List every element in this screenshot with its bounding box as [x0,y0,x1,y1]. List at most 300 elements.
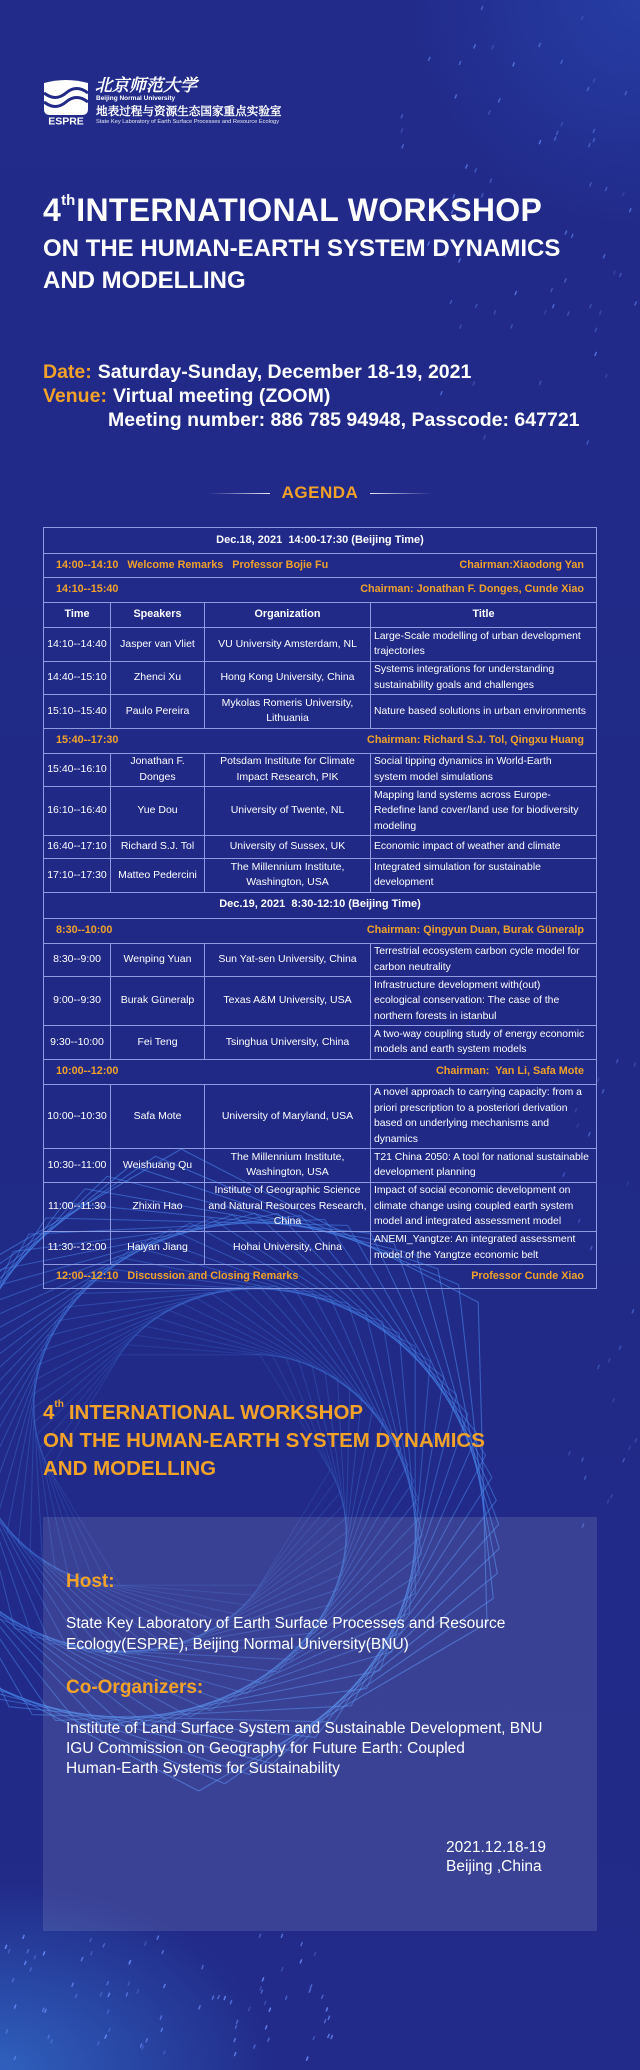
talk-time: 14:40--15:10 [44,661,111,695]
title-ordinal-suffix: th [61,192,76,209]
particle-dot [582,16,583,19]
column-header: Speakers [111,603,205,628]
talk-row [44,661,597,695]
particle-dot [450,301,451,304]
particle-dot [249,2008,250,2011]
plenary-left [56,558,337,574]
talk-speaker [111,787,205,836]
plenary-cell [44,1265,597,1289]
particle-dot [620,1346,621,1349]
talk-title [371,977,597,1026]
particle-dot [309,1989,310,1992]
plenary-right: Chairman:Xiaodong Yan [459,558,584,571]
session-cell [44,918,597,943]
session-time: 8:30--10:00 [56,923,113,936]
particle-dot [598,1365,599,1368]
plenary-right: Professor Cunde Xiao [471,1269,584,1282]
session-row [44,1059,597,1084]
host-text-line: Ecology(ESPRE), Beijing Normal University(BNU) [66,1635,409,1653]
particle-dot [625,92,626,95]
talk-row [44,753,597,787]
particle-dot [91,1952,92,1955]
talk-title-line: carbon neutrality [374,961,451,973]
particle-dot [281,1934,282,1937]
particle-dot [475,169,476,172]
organizers-panel [43,1517,597,1931]
particle-dot [585,1476,586,1479]
talk-title [371,836,597,859]
particle-dot [614,271,615,274]
plenary-label: Welcome Remarks [127,558,224,571]
footer-title-line2: ON THE HUMAN-EARTH SYSTEM DYNAMICS [43,1429,485,1452]
talk-time: 10:00--10:30 [44,1084,111,1149]
footer-title-text: INTERNATIONAL WORKSHOP [68,1401,364,1424]
particle-dot [107,2010,108,2013]
talk-organization [205,1026,371,1060]
talk-title [371,695,597,729]
talk-speaker-line: Zhenci Xu [133,671,182,683]
talk-title-line: Large-Scale modelling of urban development [374,630,581,642]
talk-organization-line: Institute of Geographic Science [214,1184,361,1197]
talk-title-line: models and earth system models [374,1044,527,1056]
talk-title-line: modeling [374,820,417,832]
talk-speaker-line: Yue Dou [137,804,178,817]
co-organizer-line: Institute of Land Surface System and Sustainable Development, BNU [66,1720,543,1737]
particle-dot [513,63,514,66]
particle-dot [98,2042,99,2045]
particle-dot [603,1090,604,1093]
talk-title-line: trajectories [374,646,425,658]
talk-speaker [111,1026,205,1060]
talk-title-line: Infrastructure development with(out) [374,979,541,991]
talk-time: 16:10--16:40 [44,787,111,836]
column-header: Time [44,603,111,628]
talk-title-line: T21 China 2050: A tool for national sustainable [374,1151,589,1163]
talk-title [371,1084,597,1149]
particle-dot [632,1310,633,1313]
session-row [44,728,597,753]
particle-dot [137,1990,138,1993]
talk-row [44,977,597,1026]
session-content [47,1064,593,1080]
particle-dot [43,1952,44,1955]
talk-organization [205,943,371,977]
agenda-title: AGENDA [281,483,359,502]
logo-university-cn: 北京师范大学 [95,76,197,96]
particle-dot [553,305,554,308]
talk-organization-line: Sun Yat-sen University, China [218,953,357,965]
particle-dot [301,1943,302,1946]
particle-dot [476,304,477,307]
particle-dot [235,2053,236,2056]
particle-dot [76,1995,77,1998]
talk-speaker-line: Jasper van Vliet [120,637,195,650]
talk-speaker-line: Richard S.J. Tol [120,840,195,853]
particle-dot [617,1060,618,1063]
particle-dot [582,1458,583,1461]
particle-dot [459,62,460,65]
plenary-time: 14:00--14:10 [56,558,119,571]
talk-speaker [111,1084,205,1149]
talk-speaker-line: Fei Teng [137,1035,178,1048]
talk-row [44,1231,597,1265]
plenary-cell [44,554,597,578]
logo-lab-en: State Key Laboratory of Earth Surface Processes and Resource Ecology [96,119,280,125]
particle-dot [230,2001,231,2004]
talk-speaker-line: Safa Mote [133,1109,182,1122]
talk-title-line: Redefine land cover/land use for biodiversity [374,805,579,817]
particle-dot [307,2057,308,2060]
particle-dot [164,1985,165,1988]
column-header: Title [371,603,597,628]
particle-dot [473,382,474,385]
particle-dot [13,1979,14,1982]
talk-row [44,859,597,893]
talk-time: 15:40--16:10 [44,753,111,787]
particle-dot [90,1938,91,1941]
particle-dot [565,279,566,282]
talk-title-line: model of the Yangtze economic belt [374,1249,539,1261]
plenary-left [56,1269,307,1285]
talk-title-line: Nature based solutions in urban environments [374,705,586,717]
venue-value: Virtual meeting (ZOOM) [112,385,331,407]
particle-dot [494,311,495,314]
particle-dot [511,325,512,328]
divider-line [208,493,270,494]
particle-dot [623,192,624,195]
column-header-row [44,603,597,628]
talk-row [44,1084,597,1149]
particle-dot [314,1953,315,1956]
particle-dot [234,2039,235,2042]
talk-time: 9:00--9:30 [44,977,111,1026]
particle-dot [569,1452,570,1455]
particle-dot [606,374,607,377]
talk-organization [205,859,371,893]
particle-dot [161,2028,162,2031]
particle-dot [266,2026,267,2029]
logo-lab-cn: 地表过程与资源生态国家重点实验室 [96,104,282,118]
talk-time: 9:30--10:00 [44,1026,111,1060]
particle-dot [595,353,596,356]
session-chair: Chairman: Qingyun Duan, Burak Güneralp [366,923,584,936]
particle-dot [620,274,621,277]
venue-line [43,384,330,408]
particle-dot [589,144,590,147]
host-text-line: State Key Laboratory of Earth Surface Processes and Resource [66,1615,506,1632]
session-cell [44,728,597,753]
meeting-info: Meeting number: 886 785 94948, Passcode: 647721 [108,409,580,431]
particle-dot [608,1500,609,1503]
particle-dot [629,1446,630,1449]
talk-title-line: sustainability goals and challenges [374,679,535,691]
particle-dot [587,88,588,91]
session-content [47,923,593,939]
particle-dot [630,209,631,212]
talk-time: 8:30--9:00 [44,943,111,977]
talk-row [44,695,597,729]
session-cell [44,1059,597,1084]
talk-title-line: model and integrated assessment model [374,1216,562,1228]
talk-organization [205,661,371,695]
talk-organization [205,1084,371,1149]
particle-dot [551,289,552,292]
particle-dot [606,188,607,191]
particle-dot [27,1950,28,1953]
session-time: 14:10--15:40 [56,583,119,596]
particle-dot [160,2016,161,2019]
particle-dot [499,99,500,102]
plenary-row [44,554,597,578]
talk-organization-line: Washington, USA [246,1166,329,1179]
particle-dot [43,2008,44,2011]
particle-dot [455,95,456,98]
host-label: Host: [66,1571,115,1592]
session-content [47,733,593,749]
talk-speaker-line: Donges [139,770,176,783]
talk-title-line: Social tipping dynamics in World-Earth [374,756,552,768]
particle-dot [103,1944,104,1947]
talk-speaker [111,753,205,787]
particle-dot [484,436,485,439]
title-text: INTERNATIONAL WORKSHOP [76,192,543,228]
footer-title-ordinal-suffix: th [54,1399,64,1410]
particle-dot [14,2057,15,2060]
particle-dot [402,145,403,148]
talk-title-line: A two-way coupling study of energy economic [374,1028,585,1040]
session-row [44,918,597,943]
particle-dot [235,2025,236,2028]
particle-dot [6,2030,7,2033]
day-header: Dec.19, 2021 8:30-12:10 (Beijing Time) [44,892,597,918]
talk-speaker [111,1231,205,1265]
particle-dot [545,311,546,314]
plenary-time: 12:00--12:10 [56,1269,119,1282]
talk-time: 15:10--15:40 [44,695,111,729]
particle-dot [429,57,430,60]
espre-emblem-icon [42,78,90,126]
column-header: Organization [205,603,371,628]
particle-dot [269,2008,270,2011]
plenary-person: Professor Bojie Fu [232,558,329,571]
talk-title-line: ecological conservation: The case of the [374,995,560,1007]
particle-dot [262,1978,263,1981]
talk-organization-line: Tsinghua University, China [225,1035,350,1048]
talk-speaker [111,628,205,662]
particle-dot [568,312,569,315]
particle-dot [635,302,636,305]
particle-dot [590,183,591,186]
particle-dot [325,2020,326,2023]
particle-dot [328,2034,329,2037]
particle-dot [45,2009,46,2012]
particle-dot [593,139,594,142]
particle-dot [8,1950,9,1953]
talk-organization-line: University of Twente, NL [230,804,345,817]
talk-organization-line: VU University Amsterdam, NL [218,637,357,650]
particle-dot [326,2008,327,2011]
talk-time: 17:10--17:30 [44,859,111,893]
session-time: 10:00--12:00 [56,1064,119,1077]
co-organizers-label: Co-Organizers: [66,1677,204,1698]
talk-row [44,943,597,977]
talk-row [44,836,597,859]
particle-dot [481,7,482,10]
talk-speaker-line: Matteo Pedercini [118,868,197,881]
footer-title-ordinal: 4 [43,1401,55,1424]
talk-speaker [111,859,205,893]
talk-organization-line: China [273,1215,302,1228]
talk-organization [205,836,371,859]
plenary-row [44,1265,597,1289]
particle-dot [51,2040,52,2043]
particle-dot [218,1996,219,1999]
talk-organization-line: Potsdam Institute for Climate [220,755,355,768]
particle-dot [224,1997,225,2000]
talk-organization-line: University of Sussex, UK [229,840,346,853]
talk-title [371,943,597,977]
particle-dot [300,1960,301,1963]
talk-title-line: development planning [374,1167,476,1179]
talk-title-line: Mapping land systems across Europe- [374,789,551,801]
talk-speaker-line: Paulo Pereira [125,704,190,717]
talk-title-line: Economic impact of weather and climate [374,841,561,853]
talk-organization [205,787,371,836]
particle-dot [539,44,540,47]
particle-dot [489,111,490,114]
session-time: 15:40--17:30 [56,733,119,746]
particle-dot [286,1996,287,1999]
talk-title [371,1231,597,1265]
plenary-content [47,558,593,574]
talk-organization-line: Hong Kong University, China [220,671,355,683]
particle-dot [401,115,402,118]
talk-row [44,628,597,662]
particle-dot [557,131,558,134]
particle-dot [635,1439,636,1442]
talk-organization [205,753,371,787]
workshop-title-line3: AND MODELLING [43,267,246,294]
particle-dot [555,137,556,140]
talk-speaker-line: Weishuang Qu [122,1158,193,1171]
talk-row [44,1149,597,1183]
session-cell [44,578,597,603]
particle-dot [268,2038,269,2041]
particle-dot [23,1935,24,1938]
emblem-text: ESPRE [48,115,84,126]
particle-dot [157,1936,158,1939]
talk-title-line: climate change using coupled earth system [374,1200,574,1212]
talk-time: 11:30--12:00 [44,1231,111,1265]
particle-dot [254,2045,255,2048]
particle-dot [313,2037,314,2040]
particle-dot [199,2006,200,2009]
talk-organization-line: Washington, USA [246,876,329,889]
particle-dot [598,1078,599,1081]
talk-speaker [111,943,205,977]
particle-dot [561,60,562,63]
footer-title-line3: AND MODELLING [43,1457,217,1480]
particle-dot [25,1961,26,1964]
talk-title [371,628,597,662]
talk-organization [205,1231,371,1265]
particle-dot [5,1945,6,1948]
talk-organization-line: Lithuania [266,712,309,725]
workshop-title-line2: ON THE HUMAN-EARTH SYSTEM DYNAMICS [43,235,561,262]
talk-title-line: Systems integrations for understanding [374,664,555,676]
particle-dot [100,1993,101,1996]
co-organizer-line: Human-Earth Systems for Sustainability [66,1760,340,1777]
session-chair: Chairman: Jonathan F. Donges, Cunde Xiao [360,583,584,596]
talk-title [371,1026,597,1060]
particle-dot [322,1995,323,1998]
particle-dot [492,46,493,49]
talk-title [371,661,597,695]
talk-speaker [111,1149,205,1183]
session-content [47,582,593,598]
logo-university-en: Beijing Normal University [96,95,176,102]
particle-dot [594,79,595,82]
particle-dot [146,2039,147,2042]
talk-speaker [111,661,205,695]
particle-dot [466,165,467,168]
date-line [43,360,471,384]
particle-dot [613,1399,614,1402]
particle-dot [261,1990,262,1993]
particle-dot [561,123,562,126]
talk-row [44,1026,597,1060]
particle-dot [259,1934,260,1937]
talk-time: 11:00--11:30 [44,1182,111,1231]
plenary-label: Discussion and Closing Remarks [127,1269,299,1282]
talk-organization-line: The Millennium Institute, [230,860,345,873]
talk-organization-line: Texas A&M University, USA [223,994,352,1007]
talk-title [371,753,597,787]
talk-organization [205,1149,371,1183]
talk-title-line: priori prescription to a posteriori derivation [374,1102,568,1114]
particle-dot [260,1987,261,1990]
particle-dot [328,2016,329,2019]
particle-dot [311,1985,312,1988]
talk-title-line: development [374,877,434,889]
talk-title-line: Terrestrial ecosystem carbon cycle model for [374,946,580,958]
talk-organization [205,977,371,1026]
particle-dot [30,1968,31,1971]
particle-dot [515,292,516,295]
talk-speaker-line: Haiyan Jiang [127,1241,188,1253]
particle-dot [108,1993,109,1996]
talk-speaker-line: Jonathan F. [130,755,185,768]
session-row [44,578,597,603]
particle-dot [109,2028,110,2031]
particle-dot [590,305,591,308]
talk-title-line: A novel approach to carrying capacity: from a [374,1087,582,1099]
talk-speaker [111,836,205,859]
divider-line [370,493,432,494]
talk-title-line: Integrated simulation for sustainable [374,861,541,873]
particle-dot [202,1966,203,1969]
particle-dot [34,1956,35,1959]
particle-dot [611,1495,612,1498]
particle-dot [600,311,601,314]
particle-dot [142,2046,143,2049]
date-value: Saturday-Sunday, December 18-19, 2021 [97,361,472,383]
particle-dot [540,381,541,384]
particle-dot [634,1063,635,1066]
particle-dot [265,2001,266,2004]
particle-dot [72,1983,73,1986]
title-ordinal: 4 [43,192,62,228]
